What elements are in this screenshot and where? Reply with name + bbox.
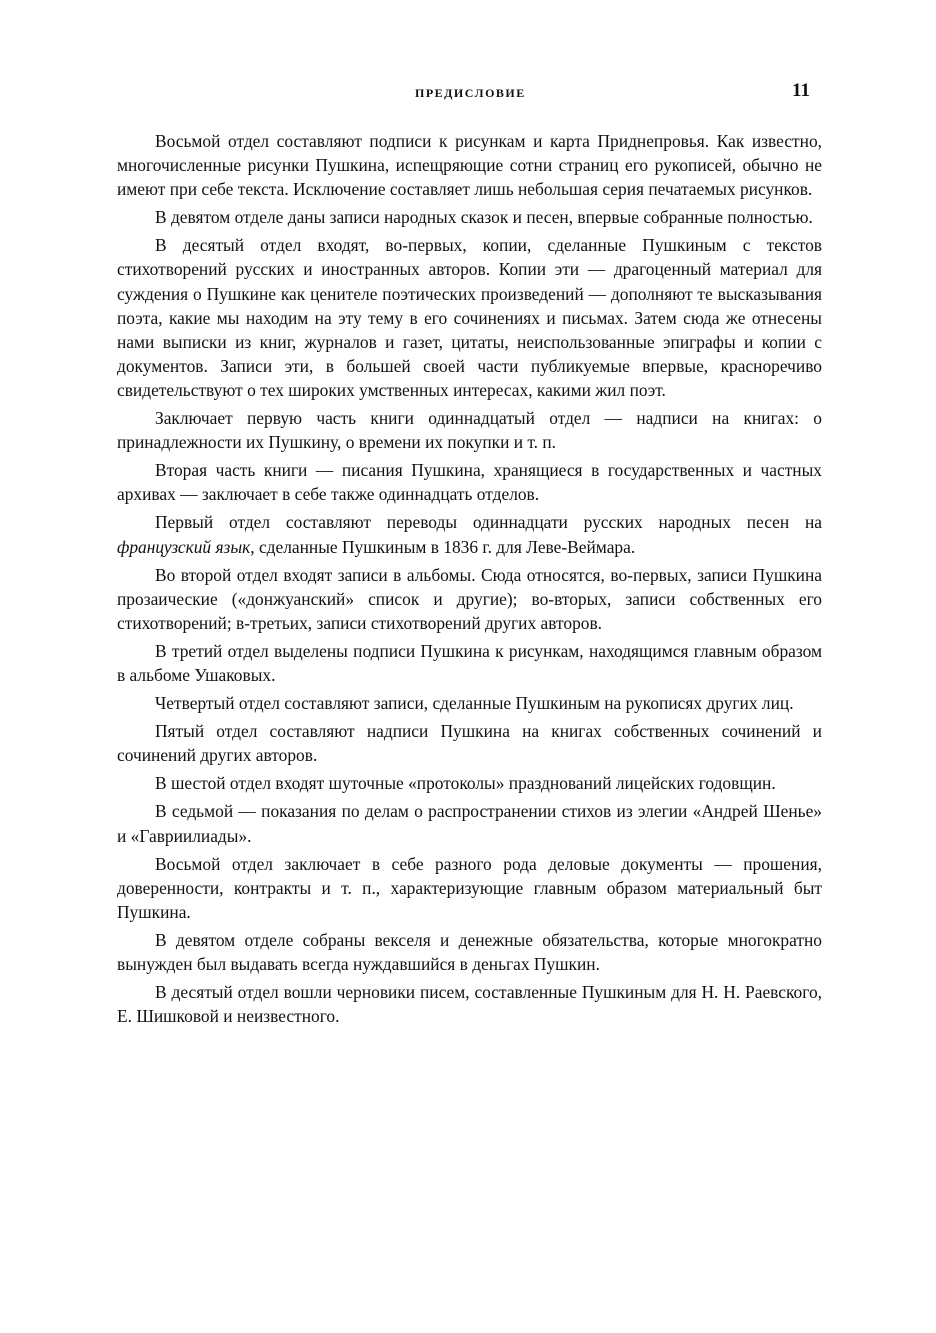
paragraph-eleventh-section: Заключает первую часть книги одиннадцатый отдел — надписи на книгах: о принадлежности их Пушкину, о времени их покупки и т. п. [117,408,822,453]
paragraph-ninth-section: В девятом отделе даны записи народных сказок и песен, впервые собранные полностью. [155,207,813,228]
page-number: 11 [792,80,810,101]
paragraph-part-two-ninth: В девятом отделе собраны векселя и денежные обязательства, которые многократно вынужден был выдавать всегда нуждавшийся в деньгах Пушкин. [117,929,822,974]
paragraph-part-two-eighth: Восьмой отдел заключает в себе разного рода деловые документы — прошения, доверенности, контракты и т. п., характеризующие главным образом материальный быт Пушкина. [117,853,822,922]
running-title: ПРЕДИСЛОВИЕ [415,86,526,100]
italic-french-language: французский язык [117,536,251,557]
paragraph-part-two-tenth: В десятый отдел вошли черновики писем, составленные Пушкиным для Н. Н. Раевского, Е. Шишковой и неизвестного. [117,982,822,1027]
paragraph-part-two-first: Первый отдел составляют переводы одиннадцати русских народных песен на французский язык, сделанные Пушкиным в 1836 г. для Леве-Веймара. [117,512,822,557]
paragraph-tenth-section: В десятый отдел входят, во-первых, копии, сделанные Пушкиным с текстов стихотворений русских и иностранных авторов. Копии эти — драгоценный материал для суждения о Пушкине как ценителе поэтических произведений — дополняют те высказывания поэта, какие мы находим на эту тему в его сочинениях и письмах. Затем сюда же отнесены нами выписки из книг, журналов и газет, цитаты, неиспользованные эпиграфы и копии с документов. Записи эти, в большей своей части публикуемые впервые, красноречиво свидетельствуют о тех широких умственных интересах, какими жил поэт. [117,235,822,400]
paragraph-eighth-section: Восьмой отдел составляют подписи к рисункам и карта Приднепровья. Как известно, многочисленные рисунки Пушкина, испещряющие сотни страниц его рукописей, обычно не имеют при себе текста. Исключение составляет лишь небольшая серия печатаемых рисунков. [117,131,822,200]
paragraph-part-two-second: Во второй отдел входят записи в альбомы. Сюда относятся, во-первых, записи Пушкина прозаические («донжуанский» список и другие); во-вторых, записи собственных его стихотворений; в-третьих, записи стихотворений других авторов. [117,564,822,633]
paragraph-part-two-fourth: Четвертый отдел составляют записи, сделанные Пушкиным на рукописях других лиц. [155,693,794,714]
paragraph-part-two-fifth: Пятый отдел составляют надписи Пушкина на книгах собственных сочинений и сочинений других авторов. [117,721,822,766]
paragraph-part-two-sixth: В шестой отдел входят шуточные «протоколы» празднований лицейских годовщин. [155,773,776,794]
paragraph-part-two-intro: Вторая часть книги — писания Пушкина, хранящиеся в государственных и частных архивах — заключает в себе также одиннадцать отделов. [117,460,822,505]
paragraph-part-two-seventh: В седьмой — показания по делам о распространении стихов из элегии «Андрей Шенье» и «Гавриилиады». [117,801,822,846]
paragraph-part-two-third: В третий отдел выделены подписи Пушкина к рисункам, находящимся главным образом в альбоме Ушаковых. [117,640,822,685]
body-text [117,129,822,1032]
